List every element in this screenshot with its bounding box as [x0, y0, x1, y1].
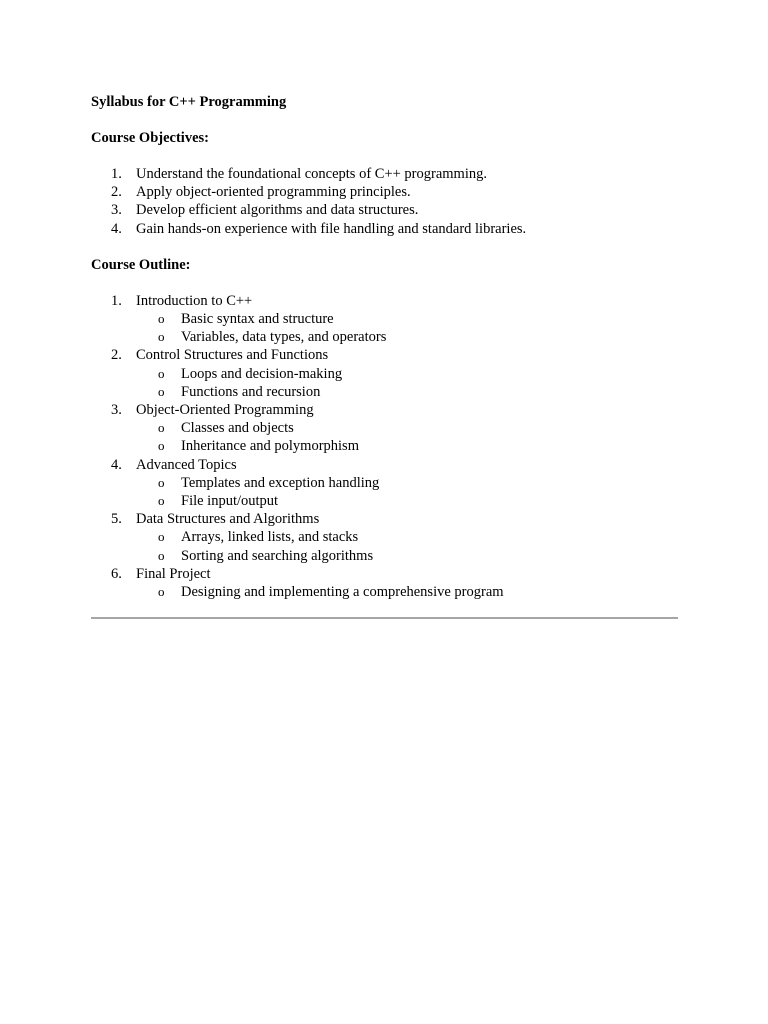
objectives-list: [91, 165, 678, 238]
outline-number: 5.: [111, 511, 122, 528]
outline-list: [91, 292, 678, 601]
document-title: Syllabus for C++ Programming: [91, 94, 287, 110]
outline-sub-list: [136, 419, 678, 455]
outline-sub-item: [136, 437, 678, 455]
outline-sub-text: Sorting and searching algorithms: [181, 547, 374, 564]
outline-sub-list: [136, 474, 678, 510]
bullet-icon: o: [158, 493, 165, 509]
outline-sub-list: [136, 365, 678, 401]
outline-sub-item: [136, 419, 678, 437]
outline-number: 1.: [111, 292, 122, 309]
outline-sub-text: Classes and objects: [181, 420, 294, 437]
objective-text: Gain hands-on experience with file handling and standard libraries.: [136, 220, 527, 237]
outline-sub-text: Templates and exception handling: [181, 474, 380, 491]
outline-sub-item: [136, 583, 678, 601]
bullet-icon: o: [158, 474, 165, 490]
objective-item: [91, 165, 678, 183]
objective-number: 4.: [111, 220, 122, 237]
document-page: [91, 93, 678, 601]
objective-text: Develop efficient algorithms and data structures.: [136, 202, 419, 219]
objective-number: 1.: [111, 166, 122, 182]
outline-text: Control Structures and Functions: [136, 347, 329, 364]
bullet-icon: o: [158, 383, 165, 399]
outline-text: Introduction to C++: [136, 292, 253, 309]
outline-number: 3.: [111, 402, 122, 419]
outline-sub-list: [136, 528, 678, 564]
outline-item: [91, 346, 678, 401]
objective-item: [91, 183, 678, 201]
bullet-icon: o: [158, 420, 165, 436]
objectives-heading: Course Objectives:: [91, 130, 209, 146]
outline-sub-item: [136, 328, 678, 346]
outline-number: 2.: [111, 347, 122, 364]
objective-number: 2.: [111, 184, 122, 201]
bullet-icon: o: [158, 365, 165, 381]
objective-text: Understand the foundational concepts of C++ programming.: [136, 166, 487, 182]
outline-sub-text: Designing and implementing a comprehensive program: [181, 584, 504, 601]
outline-sub-list: [136, 310, 678, 346]
objective-number: 3.: [111, 202, 122, 219]
bullet-icon: o: [158, 329, 165, 345]
objective-item: [91, 220, 678, 238]
outline-sub-text: Inheritance and polymorphism: [181, 438, 359, 455]
outline-sub-item: [136, 310, 678, 328]
bullet-icon: o: [158, 547, 165, 563]
outline-item: [91, 292, 678, 347]
outline-sub-text: Variables, data types, and operators: [181, 329, 387, 346]
outline-sub-text: Functions and recursion: [181, 383, 321, 400]
outline-sub-text: Basic syntax and structure: [181, 311, 334, 328]
bullet-icon: o: [158, 438, 165, 454]
outline-text: Data Structures and Algorithms: [136, 511, 320, 528]
outline-item: [91, 510, 678, 565]
outline-text: Final Project: [136, 565, 211, 582]
outline-item: [91, 456, 678, 511]
outline-sub-item: [136, 365, 678, 383]
outline-sub-list: [136, 583, 678, 601]
outline-sub-item: [136, 383, 678, 401]
outline-item: [91, 401, 678, 456]
outline-number: 6.: [111, 565, 122, 582]
outline-text: Object-Oriented Programming: [136, 402, 314, 419]
outline-sub-text: Arrays, linked lists, and stacks: [181, 529, 359, 546]
objective-text: Apply object-oriented programming principles.: [136, 184, 411, 201]
outline-sub-item: [136, 492, 678, 510]
outline-sub-item: [136, 474, 678, 492]
outline-sub-item: [136, 547, 678, 565]
bullet-icon: o: [158, 311, 165, 327]
bullet-icon: o: [158, 529, 165, 545]
horizontal-rule: [91, 617, 678, 619]
outline-heading: Course Outline:: [91, 256, 191, 273]
outline-sub-item: [136, 528, 678, 546]
outline-number: 4.: [111, 456, 122, 473]
outline-text: Advanced Topics: [136, 456, 237, 473]
bullet-icon: o: [158, 584, 165, 600]
outline-sub-text: Loops and decision-making: [181, 365, 343, 382]
objective-item: [91, 201, 678, 219]
outline-item: [91, 565, 678, 601]
outline-sub-text: File input/output: [181, 493, 279, 510]
